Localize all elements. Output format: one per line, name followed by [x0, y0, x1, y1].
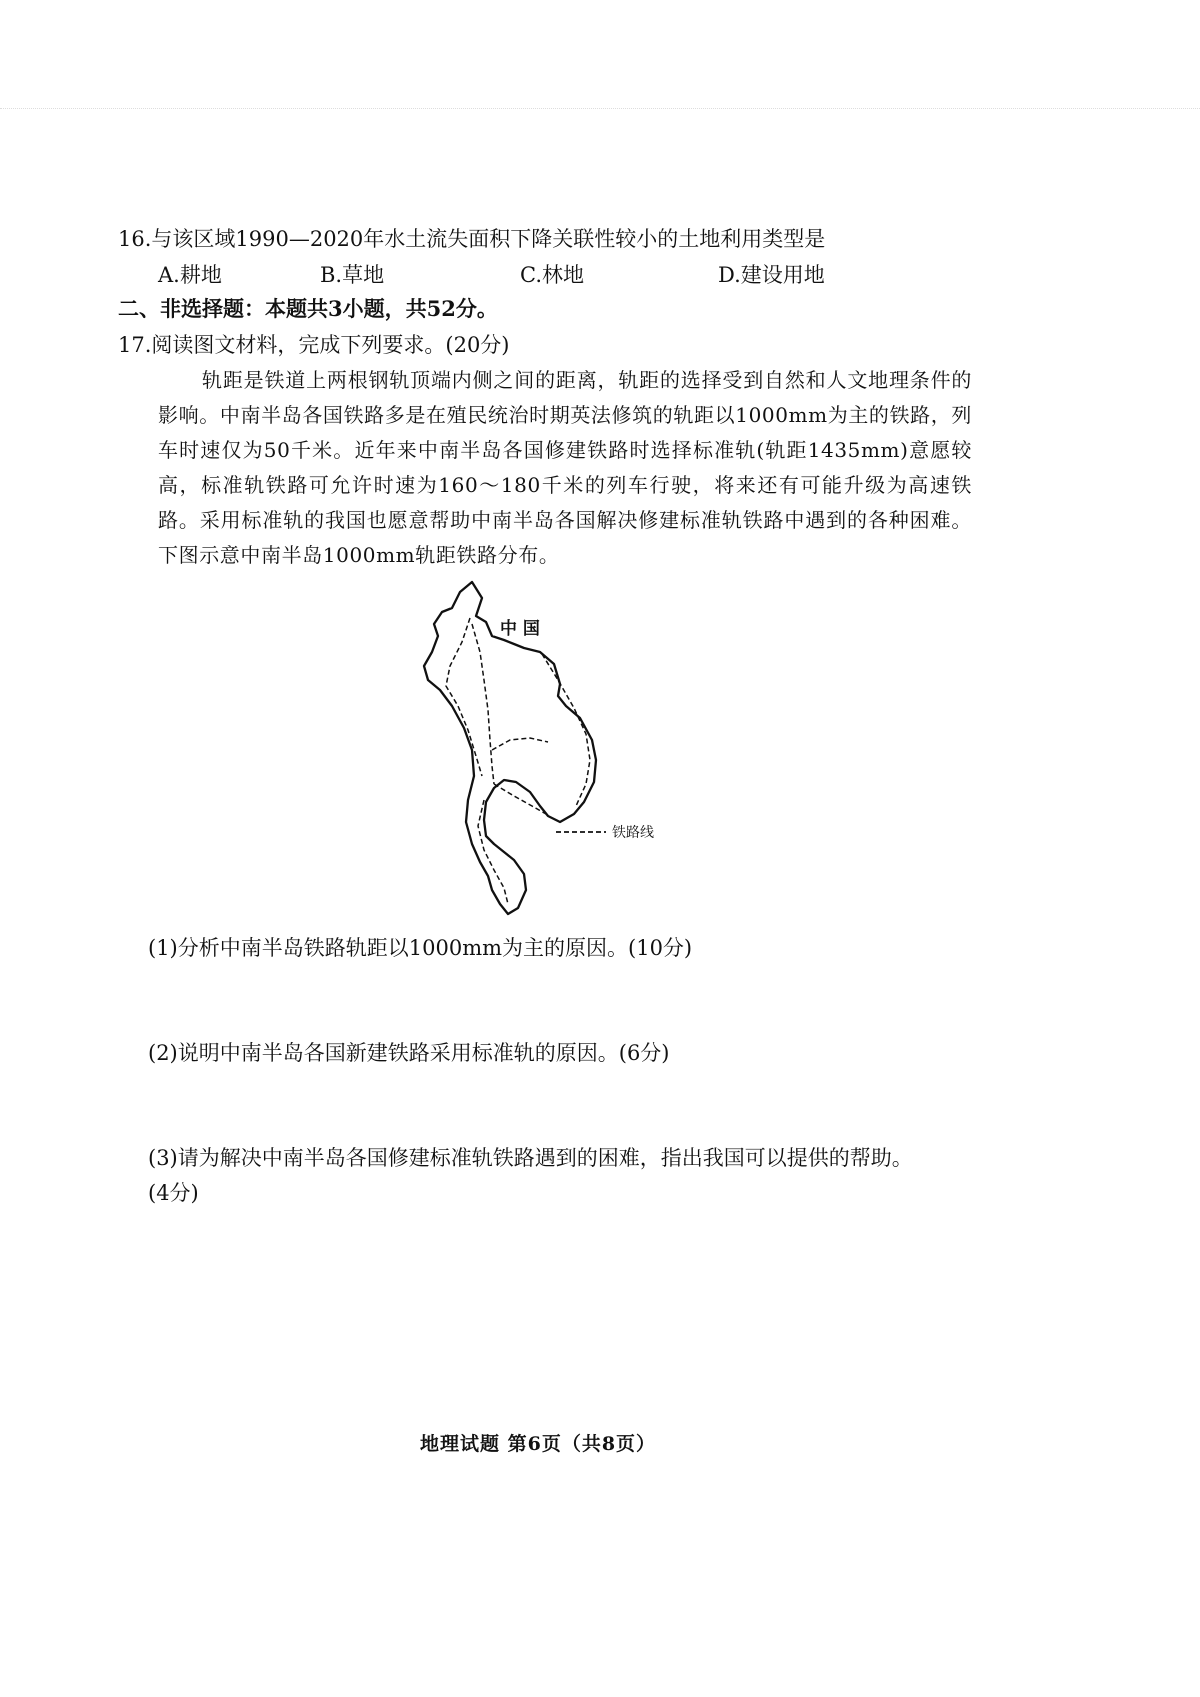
railway-line — [494, 784, 546, 814]
q16-stem: 16.与该区域1990—2020年水土流失面积下降关联性较小的土地利用类型是 — [118, 227, 826, 251]
q17-stem: 17.阅读图文材料，完成下列要求。(20分) — [118, 333, 510, 357]
railway-line — [472, 624, 494, 784]
q17-sub3-line1: (3)请为解决中南半岛各国修建标准轨铁路遇到的困难，指出我国可以提供的帮助。 — [148, 1146, 913, 1170]
indochina-railway-map — [380, 570, 680, 920]
q17-passage: 轨距是铁道上两根钢轨顶端内侧之间的距离，轨距的选择受到自然和人文地理条件的影响。中南半岛各国铁路多是在殖民统治时期英法修筑的轨距以1000mm为主的铁路，列车时速仅为50千米。近年来中南半岛各国修建铁路时选择标准轨(轨距1435mm)意愿较高，标准轨铁路可允许时速为160～180千米的列车行驶，将来还有可能升级为高速铁路。采用标准轨的我国也愿意帮助中南半岛各国解决修建标准轨铁路中遇到的各种困难。下图示意中南半岛1000mm轨距铁路分布。 — [158, 368, 972, 567]
q17-sub3-line2: (4分) — [148, 1181, 199, 1205]
railway-lines — [446, 618, 590, 904]
page-footer: 地理试题 第6页（共8页） — [420, 1433, 657, 1455]
q17-sub2: (2)说明中南半岛各国新建铁路采用标准轨的原因。(6分) — [148, 1041, 670, 1065]
china-label: 中 国 — [500, 619, 540, 639]
section2-heading: 二、非选择题：本题共3小题，共52分。 — [118, 296, 498, 321]
q16-option-d: D.建设用地 — [718, 263, 825, 287]
scan-top-edge — [0, 108, 1200, 109]
railway-line — [492, 738, 548, 750]
legend-label: 铁路线 — [612, 825, 654, 841]
q16-option-a: A.耕地 — [158, 263, 222, 287]
q17-sub1: (1)分析中南半岛铁路轨距以1000mm为主的原因。(10分) — [148, 936, 693, 960]
q16-option-b: B.草地 — [320, 263, 385, 287]
q16-option-c: C.林地 — [520, 263, 584, 287]
railway-line — [542, 654, 590, 806]
